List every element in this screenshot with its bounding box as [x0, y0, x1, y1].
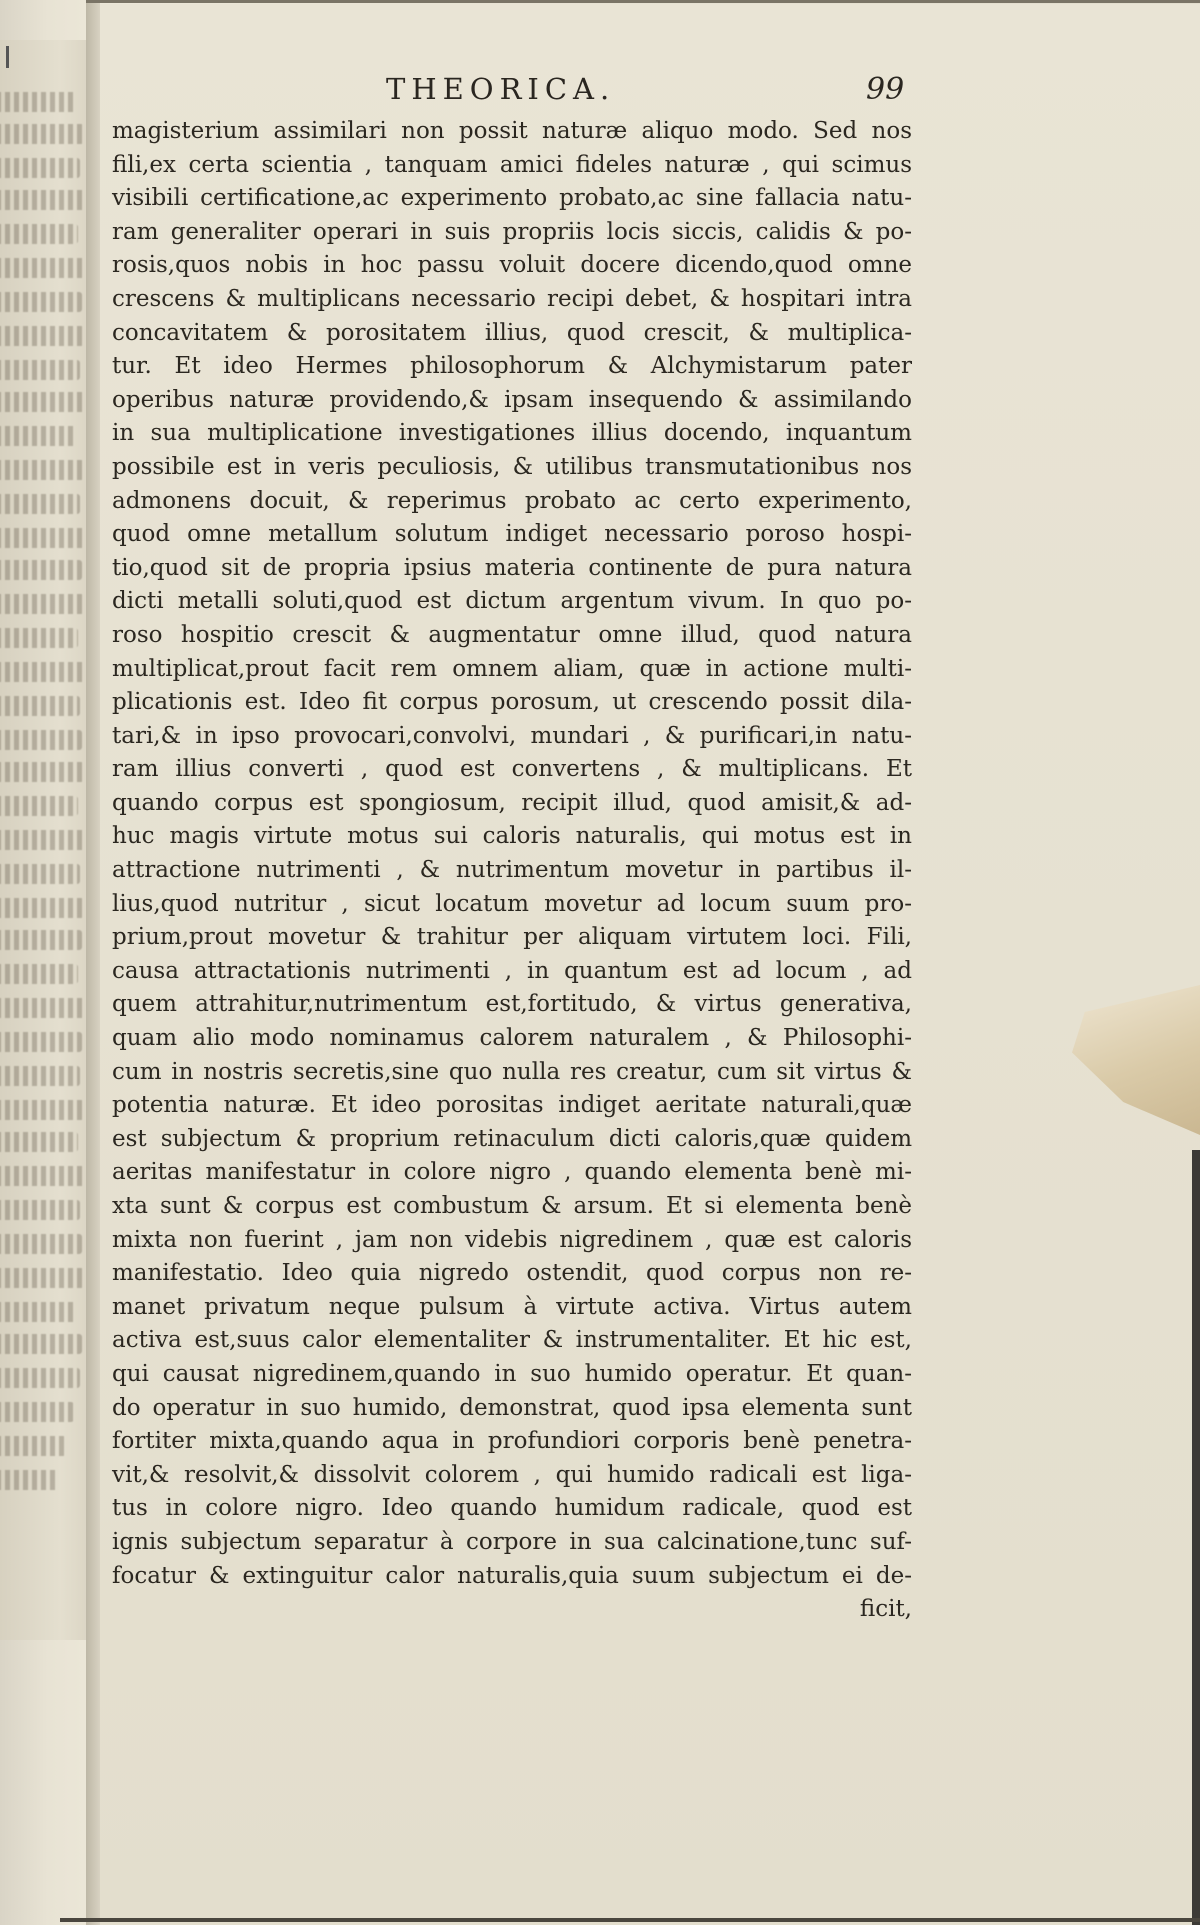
- ghost-line: [0, 1436, 66, 1456]
- text-line: quando corpus est spongiosum, recipit illud, quod amisit,& ad-: [112, 789, 912, 816]
- text-line: tari,& in ipso provocari,convolvi, mundari , & purificari,in natu-: [112, 722, 912, 749]
- text-line: attractione nutrimenti , & nutrimentum movetur in partibus il-: [112, 857, 912, 884]
- ghost-line: [0, 730, 82, 750]
- text-line: plicationis est. Ideo fit corpus porosum, ut crescendo possit dila-: [112, 689, 912, 716]
- body-text: [112, 115, 912, 1627]
- text-line: visibili certificatione,ac experimento probato,ac sine fallacia natu-: [112, 185, 912, 212]
- text-line: focatur & extinguitur calor naturalis,quia suum subjectum ei de-: [112, 1562, 912, 1589]
- bottom-edge: [60, 1918, 1200, 1922]
- text-line: magisterium assimilari non possit naturæ aliquo modo. Sed nos: [112, 118, 912, 144]
- running-title: THEORICA.: [386, 72, 616, 106]
- ghost-line: [0, 964, 78, 984]
- ghost-line: [0, 1166, 86, 1186]
- text-line: tio,quod sit de propria ipsius materia continente de pura natura: [112, 554, 912, 581]
- ghost-line: [0, 190, 86, 210]
- text-line: vit,& resolvit,& dissolvit colorem , qui humido radicali est liga-: [112, 1461, 912, 1488]
- ghost-line: [0, 528, 86, 548]
- text-line: xta sunt & corpus est combustum & arsum. Et si elementa benè: [112, 1193, 912, 1219]
- top-edge: [86, 0, 1200, 3]
- running-header: [0, 72, 1200, 112]
- text-line: activa est,suus calor elementaliter & instrumentaliter. Et hic est,: [112, 1327, 912, 1354]
- ghost-line: [0, 762, 84, 782]
- text-line: manifestatio. Ideo quia nigredo ostendit, quod corpus non re-: [112, 1260, 912, 1287]
- ghost-line: [0, 326, 84, 346]
- text-line: huc magis virtute motus sui caloris naturalis, qui motus est in: [112, 823, 912, 850]
- text-line: fortiter mixta,quando aqua in profundiori corporis benè penetra-: [112, 1428, 912, 1455]
- ghost-line: [0, 124, 84, 144]
- ghost-line: [0, 1132, 78, 1152]
- text-line: cum in nostris secretis,sine quo nulla res creatur, cum sit virtus &: [112, 1058, 912, 1085]
- ghost-line: [0, 662, 86, 682]
- book-gutter: [86, 0, 100, 1925]
- text-line: roso hospitio crescit & augmentatur omne illud, quod natura: [112, 621, 912, 648]
- ghost-line: [0, 830, 86, 850]
- text-line: rosis,quos nobis in hoc passu voluit docere dicendo,quod omne: [112, 252, 912, 279]
- ghost-line: [0, 864, 80, 884]
- text-line: est subjectum & proprium retinaculum dicti caloris,quæ quidem: [112, 1125, 912, 1152]
- catchword: ficit,: [859, 1596, 912, 1623]
- text-line: ram illius converti , quod est convertens , & multiplicans. Et: [112, 756, 912, 783]
- text-line: quem attrahitur,nutrimentum est,fortitudo, & virtus generativa,: [112, 991, 912, 1018]
- margin-mark: [6, 46, 9, 68]
- ghost-line: [0, 1032, 82, 1052]
- ghost-line: [0, 1470, 58, 1490]
- text-line: quam alio modo nominamus calorem naturalem , & Philosophi-: [112, 1025, 912, 1052]
- ghost-line: [0, 796, 78, 816]
- text-line: admonens docuit, & reperimus probato ac certo experimento,: [112, 487, 912, 514]
- ghost-line: [0, 158, 80, 178]
- ghost-line: [0, 494, 80, 514]
- ghost-line: [0, 898, 84, 918]
- right-edge-shadow: [1192, 1150, 1200, 1925]
- text-line: multiplicat,prout facit rem omnem aliam, quæ in actione multi-: [112, 655, 912, 682]
- text-line: tur. Et ideo Hermes philosophorum & Alchymistarum pater: [112, 353, 912, 380]
- ghost-line: [0, 998, 86, 1018]
- text-line: concavitatem & porositatem illius, quod crescit, & multiplica-: [112, 319, 912, 346]
- ghost-line: [0, 258, 86, 278]
- ghost-line: [0, 1200, 80, 1220]
- ghost-line: [0, 360, 80, 380]
- ghost-line: [0, 594, 84, 614]
- ghost-line: [0, 1368, 80, 1388]
- text-line: operibus naturæ providendo,& ipsam insequendo & assimilando: [112, 386, 912, 413]
- text-line: ignis subjectum separatur à corpore in sua calcinatione,tunc suf-: [112, 1528, 912, 1555]
- text-line: mixta non fuerint , jam non videbis nigredinem , quæ est caloris: [112, 1226, 912, 1253]
- text-line: in sua multiplicatione investigationes illius docendo, inquantum: [112, 420, 912, 447]
- ghost-line: [0, 426, 76, 446]
- text-line: fili,ex certa scientia , tanquam amici fideles naturæ , qui scimus: [112, 151, 912, 178]
- ghost-line: [0, 628, 78, 648]
- ghost-line: [0, 1234, 82, 1254]
- text-line: manet privatum neque pulsum à virtute activa. Virtus autem: [112, 1293, 912, 1320]
- ghost-line: [0, 1268, 84, 1288]
- ghost-line: [0, 224, 78, 244]
- ghost-line: [0, 1100, 84, 1120]
- ghost-line: [0, 460, 84, 480]
- ghost-line: [0, 930, 82, 950]
- text-line: lius,quod nutritur , sicut locatum movetur ad locum suum pro-: [112, 890, 912, 917]
- text-line: ram generaliter operari in suis propriis locis siccis, calidis & po-: [112, 218, 912, 245]
- previous-page-bleed-through: [0, 40, 86, 1640]
- ghost-line: [0, 1066, 80, 1086]
- text-line: potentia naturæ. Et ideo porositas indiget aeritate naturali,quæ: [112, 1092, 912, 1119]
- ghost-line: [0, 1402, 74, 1422]
- text-line: qui causat nigredinem,quando in suo humido operatur. Et quan-: [112, 1360, 912, 1387]
- text-line: causa attractationis nutrimenti , in quantum est ad locum , ad: [112, 957, 912, 984]
- text-line: do operatur in suo humido, demonstrat, quod ipsa elementa sunt: [112, 1394, 912, 1421]
- text-line: quod omne metallum solutum indiget necessario poroso hospi-: [112, 521, 912, 548]
- text-line: possibile est in veris peculiosis, & utilibus transmutationibus nos: [112, 453, 912, 480]
- page-number: 99: [866, 72, 905, 107]
- ghost-line: [0, 1302, 76, 1322]
- ghost-line: [0, 292, 82, 312]
- text-line: tus in colore nigro. Ideo quando humidum radicale, quod est: [112, 1495, 912, 1522]
- text-line: crescens & multiplicans necessario recipi debet, & hospitari intra: [112, 285, 912, 312]
- ghost-line: [0, 392, 86, 412]
- ghost-line: [0, 560, 82, 580]
- ghost-line: [0, 696, 80, 716]
- text-line: aeritas manifestatur in colore nigro , quando elementa benè mi-: [112, 1159, 912, 1186]
- ghost-line: [0, 1334, 82, 1354]
- text-line: dicti metalli soluti,quod est dictum argentum vivum. In quo po-: [112, 588, 912, 615]
- text-line: prium,prout movetur & trahitur per aliquam virtutem loci. Fili,: [112, 924, 912, 951]
